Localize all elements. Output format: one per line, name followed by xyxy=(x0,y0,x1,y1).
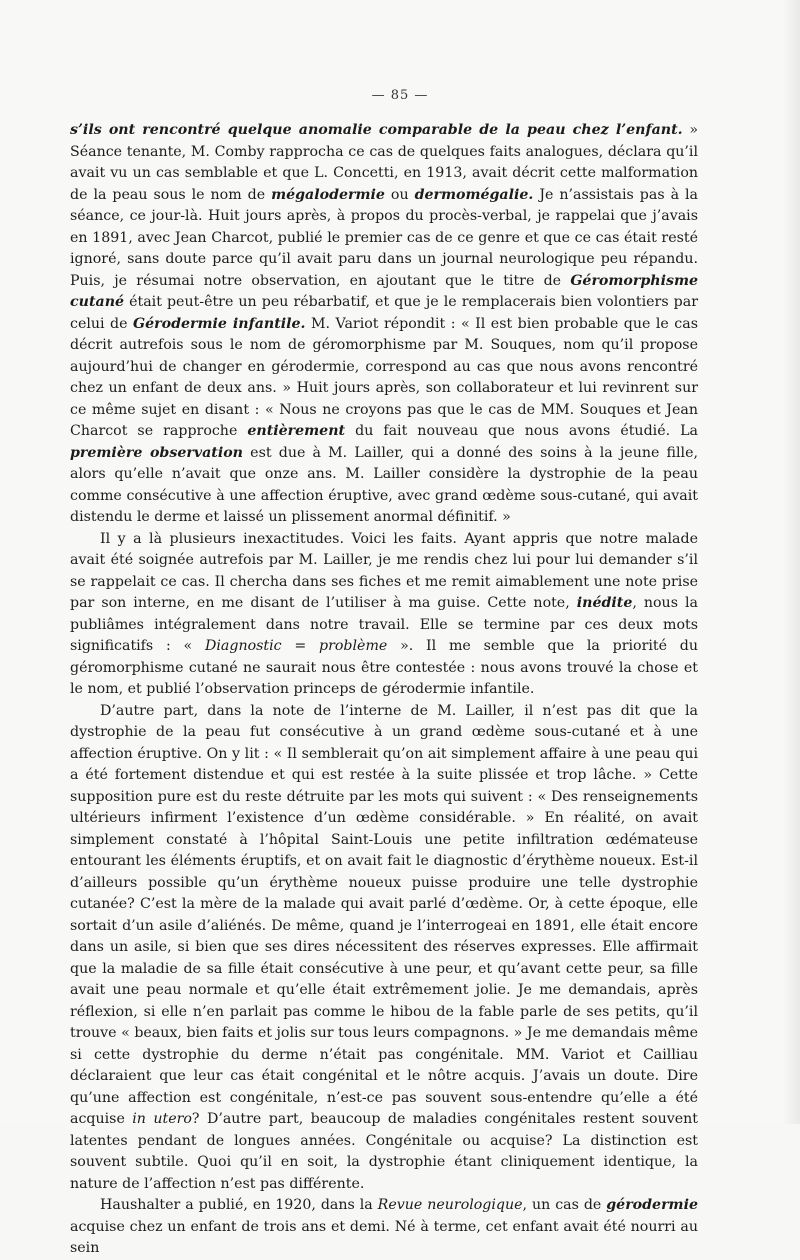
text-run: acquise chez un enfant de trois ans et demi. Né à terme, cet enfant avait été nourri au sein xyxy=(70,1218,698,1256)
text-run: D’autre part, dans la note de l’interne de M. Lailler, il n’est pas dit que la dystrophie de la peau fut consécutive à un grand œdème sous-cutané et à une affection éruptive. On y lit : « Il semblerait qu’on ait simplement affaire à une peau qui a été fortement distendue et qui est restée à la suite plissée et trop lâche. » Cette supposition pure est du reste détruite par les mots qui suivent : « Des renseignements ultérieurs infirment l’existence d’un œdème considérable. » En réalité, on avait simplement constaté à l’hôpital Saint-Louis une petite infiltration œdémateuse entourant les éléments éruptifs, et on avait fait le diagnostic d’érythème noueux. Est-il d’ailleurs possible qu’un érythème noueux puisse produire une telle dystrophie cutanée? C’est la mère de la malade qui avait parlé d’œdème. Or, à cette époque, elle sortait d’un asile d’aliénés. De même, quand je l’interrogeai en 1891, elle était encore dans un asile, si bien que ses dires nécessitent des réserves expresses. Elle affirmait que la maladie de sa fille était consécutive à une peur, et qu’avant cette peur, sa fille avait une peau normale et qu’elle était extrêmement jolie. Je me demandais, après réflexion, si elle n’en parlait pas comme le hibou de la fable parle de ses petits, qu’il trouve « beaux, bien faits et jolis sur tous leurs compagnons. » Je me demandais même si cette dystrophie du derme n’était pas congénitale. MM. Variot et Cailliau déclaraient que leur cas était congénital et le nôtre acquis. J’avais un doute. Dire qu’une affection est congénitale, n’est-ce pas souvent sous-entendre qu’elle a été acquise xyxy=(70,702,698,1127)
page-edge-shadow xyxy=(782,0,800,1124)
italic-text: in utero xyxy=(132,1111,192,1127)
emphasized-term: inédite xyxy=(576,595,633,611)
text-run: » Séance tenante, M. Comby rapprocha ce cas de quelques faits analogues, déclara qu’il avait vu un cas semblable et que L. Concetti, en 1913, avait décrit cette malformation de la peau sous le nom de xyxy=(70,122,698,203)
text-run: est due à M. Lailler, qui a donné des soins à la jeune fille, alors qu’elle n’avait que onze ans. M. Lailler considère la dystrophie de la peau comme consécutive à une affection éruptive, avec grand œdème sous-cutané, qui avait distendu le derme et laissé un plissement anormal définitif. » xyxy=(70,444,698,525)
page-number: — 85 — xyxy=(371,88,429,103)
text-run: Je n’assistais pas à la séance, ce jour-là. Huit jours après, à propos du procès-verbal, je rappelai que j’avais en 1891, avec Jean Charcot, publié le premier cas de ce genre et que ce cas était resté ignoré, sans doute parce qu’il avait paru dans un journal neurologique peu répandu. Puis, je résumai notre observation, en ajoutant que le titre de xyxy=(70,186,699,289)
text-run: , nous la publiâmes intégralement dans notre travail. Elle se termine par ces deux mots significatifs : « xyxy=(70,595,698,654)
body-text xyxy=(70,120,698,1260)
emphasized-term: mégalodermie xyxy=(271,186,385,203)
text-run: du fait nouveau que nous avons étudié. La xyxy=(345,423,698,439)
text-run: Il y a là plusieurs inexactitudes. Voici les faits. Ayant appris que notre malade avait été soignée autrefois par M. Lailler, je me rendis chez lui pour lui demander s’il se rappelait ce cas. Il chercha dans ses fiches et me remit aimablement une note prise par son interne, en me disant de l’utiliser à ma guise. Cette note, xyxy=(70,530,698,611)
emphasized-term: gérodermie xyxy=(606,1197,698,1213)
emphasized-term: dermomégalie. xyxy=(414,186,534,203)
text-run: Haushalter a publié, en 1920, dans la xyxy=(100,1197,378,1213)
text-run: ». Il me semble que la priorité du géromorphisme cutané ne saurait nous être contestée : nous avons trouvé la chose et le nom, et publié l’observation princeps de gérodermie infantile. xyxy=(70,638,699,697)
emphasized-term: Gérodermie infantile. xyxy=(133,315,306,332)
paragraph xyxy=(70,120,698,529)
text-run: , un cas de xyxy=(522,1197,607,1213)
text-run: ou xyxy=(384,186,415,203)
italic-text: Revue neurologique xyxy=(377,1197,523,1213)
paragraph xyxy=(70,529,698,701)
emphasized-term: entièrement xyxy=(247,423,346,439)
italic-text: Diagnostic = problème xyxy=(205,638,388,654)
paragraph xyxy=(70,701,698,1196)
paragraph xyxy=(70,1195,698,1260)
text-run: ? D’autre part, beaucoup de maladies congénitales restent souvent latentes pendant de longues années. Congénitale ou acquise? La distinction est souvent subtile. Quoi qu’il en soit, la dystrophie étant cliniquement identique, la nature de l’affection n’est pas différente. xyxy=(70,1111,698,1192)
emphasized-term: première observation xyxy=(70,444,243,461)
emphasized-term: s’ils ont rencontré quelque anomalie comparable de la peau chez l’enfant. xyxy=(70,122,683,138)
text-run: M. Variot répondit : « Il est bien probable que le cas décrit autrefois sous le nom de géromorphisme par M. Souques, nom qu’il propose aujourd’hui de changer en gérodermie, correspond au cas que nous avons rencontré chez un enfant de deux ans. » Huit jours après, son collaborateur et lui revinrent sur ce même sujet en disant : « Nous ne croyons pas que le cas de MM. Souques et Jean Charcot se rapproche xyxy=(70,315,698,439)
text-run: était peut-être un peu rébarbatif, et que je le remplacerais bien volontiers par celui de xyxy=(70,294,698,332)
emphasized-term: Géromorphisme cutané xyxy=(70,272,698,310)
